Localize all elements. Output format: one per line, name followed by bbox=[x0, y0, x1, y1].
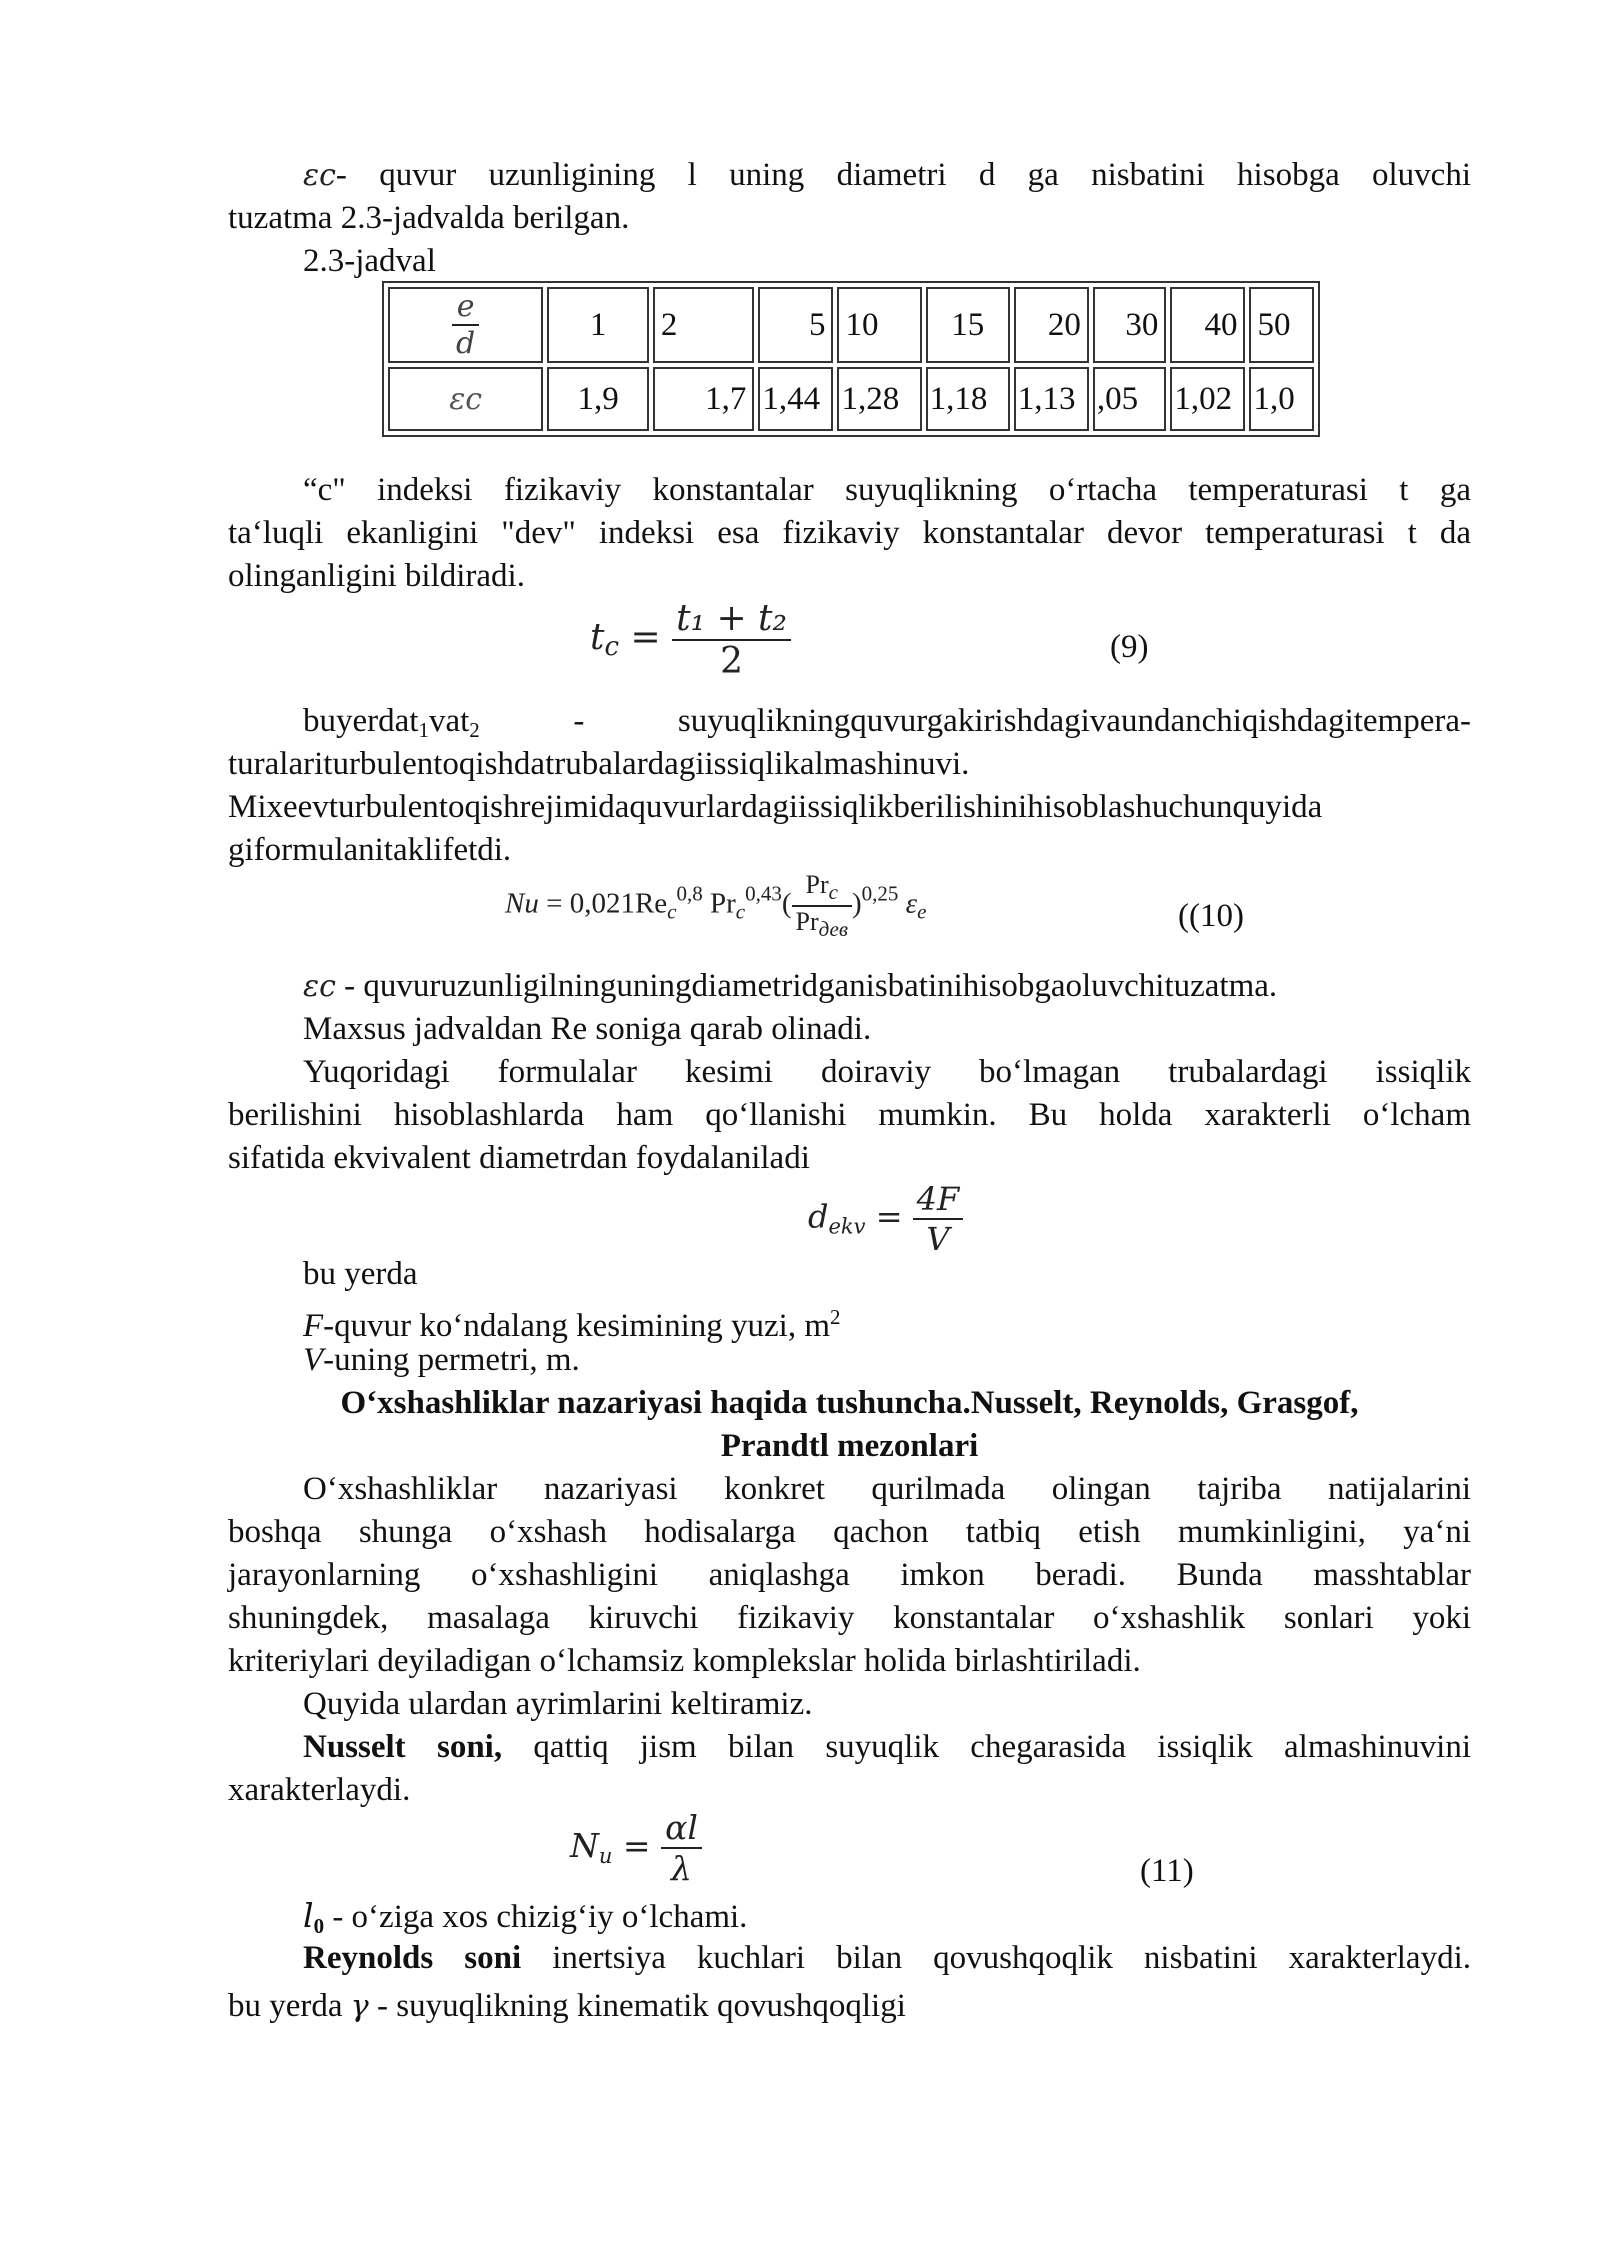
table-cell: 1,44 bbox=[758, 367, 833, 431]
paragraph-line: olinganligini bildiradi. bbox=[228, 558, 525, 594]
paragraph-line: εc- quvur uzunligining l uning diametri d ga nisbatini hisobga oluvchi bbox=[303, 157, 1471, 193]
table-cell: 1,9 bbox=[547, 367, 649, 431]
paragraph-line: xarakterlaydi. bbox=[228, 1772, 411, 1808]
l0-symbol: l bbox=[303, 1896, 314, 1935]
paragraph-line: giformulanitaklifetdi. bbox=[228, 832, 512, 868]
formula-dekv: $d_{ekv}$ = $\frac{4F}{V}$ bbox=[808, 1180, 963, 1258]
paragraph-line: Maxsus jadvaldan Re soniga qarab olinadi. bbox=[303, 1011, 872, 1047]
paragraph-line: shuningdek, masalaga kiruvchi fizikaviy konstantalar o‘xshashlik sonlari yoki bbox=[228, 1600, 1471, 1636]
paragraph-line: “c" indeksi fizikaviy konstantalar suyuqlikning o‘rtacha temperaturasi t ga bbox=[303, 472, 1471, 508]
table-row bbox=[388, 287, 1314, 363]
paragraph-line: berilishini hisoblashlarda ham qo‘llanishi mumkin. Bu holda xarakterli o‘lcham bbox=[228, 1097, 1471, 1133]
paragraph-line: Yuqoridagi formulalar kesimi doiraviy bo‘lmagan trubalardagi issiqlik bbox=[303, 1054, 1471, 1090]
table-cell: 1,7 bbox=[653, 367, 755, 431]
paragraph-line: boshqa shunga o‘xshash hodisalarga qachon tatbiq etish mumkinligini, ya‘ni bbox=[228, 1514, 1471, 1550]
paragraph-line: buyerdat$_1$vat$_2$ - suyuqlikningquvurgakirishdagivaundanchiqishdagitempera- bbox=[303, 703, 1471, 742]
paragraph-line: bu yerda γ - suyuqlikning kinematik qovushqoqligi bbox=[228, 1988, 906, 2024]
table-header-cell: εc bbox=[388, 367, 543, 431]
formula-9: $t_c$ = $\frac{\text{t₁ + t₂}}{2}$ bbox=[590, 598, 791, 682]
table-cell: 30 bbox=[1093, 287, 1167, 363]
paragraph-line: jarayonlarning o‘xshashligini aniqlashga imkon beradi. Bunda masshtablar bbox=[228, 1557, 1471, 1593]
table-cell: 10 bbox=[837, 287, 921, 363]
table-cell: 1,18 bbox=[926, 367, 1010, 431]
formula-11: $N_u$ = $\frac{\alpha l}{\lambda}$ bbox=[570, 1808, 702, 1888]
paragraph-line: εc - quvuruzunligilninguningdiametridganisbatinihisobgaoluvchituzatma. bbox=[303, 968, 1278, 1004]
table-caption: 2.3-jadval bbox=[303, 243, 436, 279]
paragraph-line: Mixeevturbulentoqishrejimidaquvurlardagiissiqlikberilishinihisoblashuchunquyida bbox=[228, 789, 1323, 825]
table-cell: 5 bbox=[758, 287, 833, 363]
table-cell: 1,28 bbox=[837, 367, 921, 431]
paragraph-line: F-quvur ko‘ndalang kesimining yuzi, $m^2$ bbox=[303, 1305, 841, 1344]
table-header-cell: $\frac{e}{d}$ bbox=[388, 287, 543, 363]
paragraph-line: bu yerda bbox=[303, 1256, 418, 1292]
table-cell: 50 bbox=[1249, 287, 1314, 363]
paragraph-line: tuzatma 2.3-jadvalda berilgan. bbox=[228, 200, 630, 236]
formula-10: $Nu = 0,021Re_c^{0,8}$ $Pr_c^{0,43}$( $\frac{Pr_c}{Pr_{дев}}$ )$^{0,25}$ $\varepsilon_e$ bbox=[505, 870, 927, 941]
table-cell: 40 bbox=[1170, 287, 1245, 363]
table-cell: 20 bbox=[1014, 287, 1089, 363]
paragraph-line: Quyida ulardan ayrimlarini keltiramiz. bbox=[303, 1686, 813, 1722]
table-row bbox=[388, 367, 1314, 431]
table-cell: 15 bbox=[926, 287, 1010, 363]
table-cell: 1,0 bbox=[1249, 367, 1314, 431]
correction-table bbox=[382, 281, 1320, 437]
paragraph-line: sifatida ekvivalent diametrdan foydalaniladi bbox=[228, 1140, 810, 1176]
epsilon-c-symbol: εc bbox=[303, 158, 336, 193]
epsilon-c-symbol: εc bbox=[303, 969, 336, 1004]
equation-number: ((10) bbox=[1178, 898, 1244, 934]
paragraph-line: $l_0$ - o‘ziga xos chizig‘iy o‘lchami. bbox=[303, 1896, 748, 1938]
table-cell: 1 bbox=[547, 287, 649, 363]
table-cell: ,05 bbox=[1093, 367, 1167, 431]
paragraph-line: V-uning permetri, m. bbox=[303, 1342, 580, 1378]
equation-number: (9) bbox=[1110, 629, 1149, 665]
paragraph-line: O‘xshashliklar nazariyasi konkret qurilmada olingan tajriba natijalarini bbox=[303, 1471, 1471, 1507]
paragraph-line: kriteriylari deyiladigan o‘lchamsiz komplekslar holida birlashtiriladi. bbox=[228, 1643, 1141, 1679]
table-cell: 1,02 bbox=[1170, 367, 1245, 431]
table-cell: 1,13 bbox=[1014, 367, 1089, 431]
gamma-symbol: γ bbox=[350, 1989, 369, 2024]
section-heading: O‘xshashliklar nazariyasi haqida tushuncha.Nusselt, Reynolds, Grasgof, bbox=[340, 1385, 1359, 1421]
paragraph-line: Reynolds soni inertsiya kuchlari bilan qovushqoqlik nisbatini xarakterlaydi. bbox=[303, 1940, 1471, 1976]
equation-number: (11) bbox=[1140, 1853, 1194, 1889]
paragraph-line: ta‘luqli ekanligini "dev" indeksi esa fizikaviy konstantalar devor temperaturasi t da bbox=[228, 515, 1471, 551]
table-cell: 2 bbox=[653, 287, 755, 363]
paragraph-line: turalariturbulentoqishdatrubalardagiissiqlikalmashinuvi. bbox=[228, 746, 970, 782]
section-heading: Prandtl mezonlari bbox=[720, 1428, 979, 1464]
paragraph-line: Nusselt soni, qattiq jism bilan suyuqlik chegarasida issiqlik almashinuvini bbox=[303, 1729, 1471, 1765]
